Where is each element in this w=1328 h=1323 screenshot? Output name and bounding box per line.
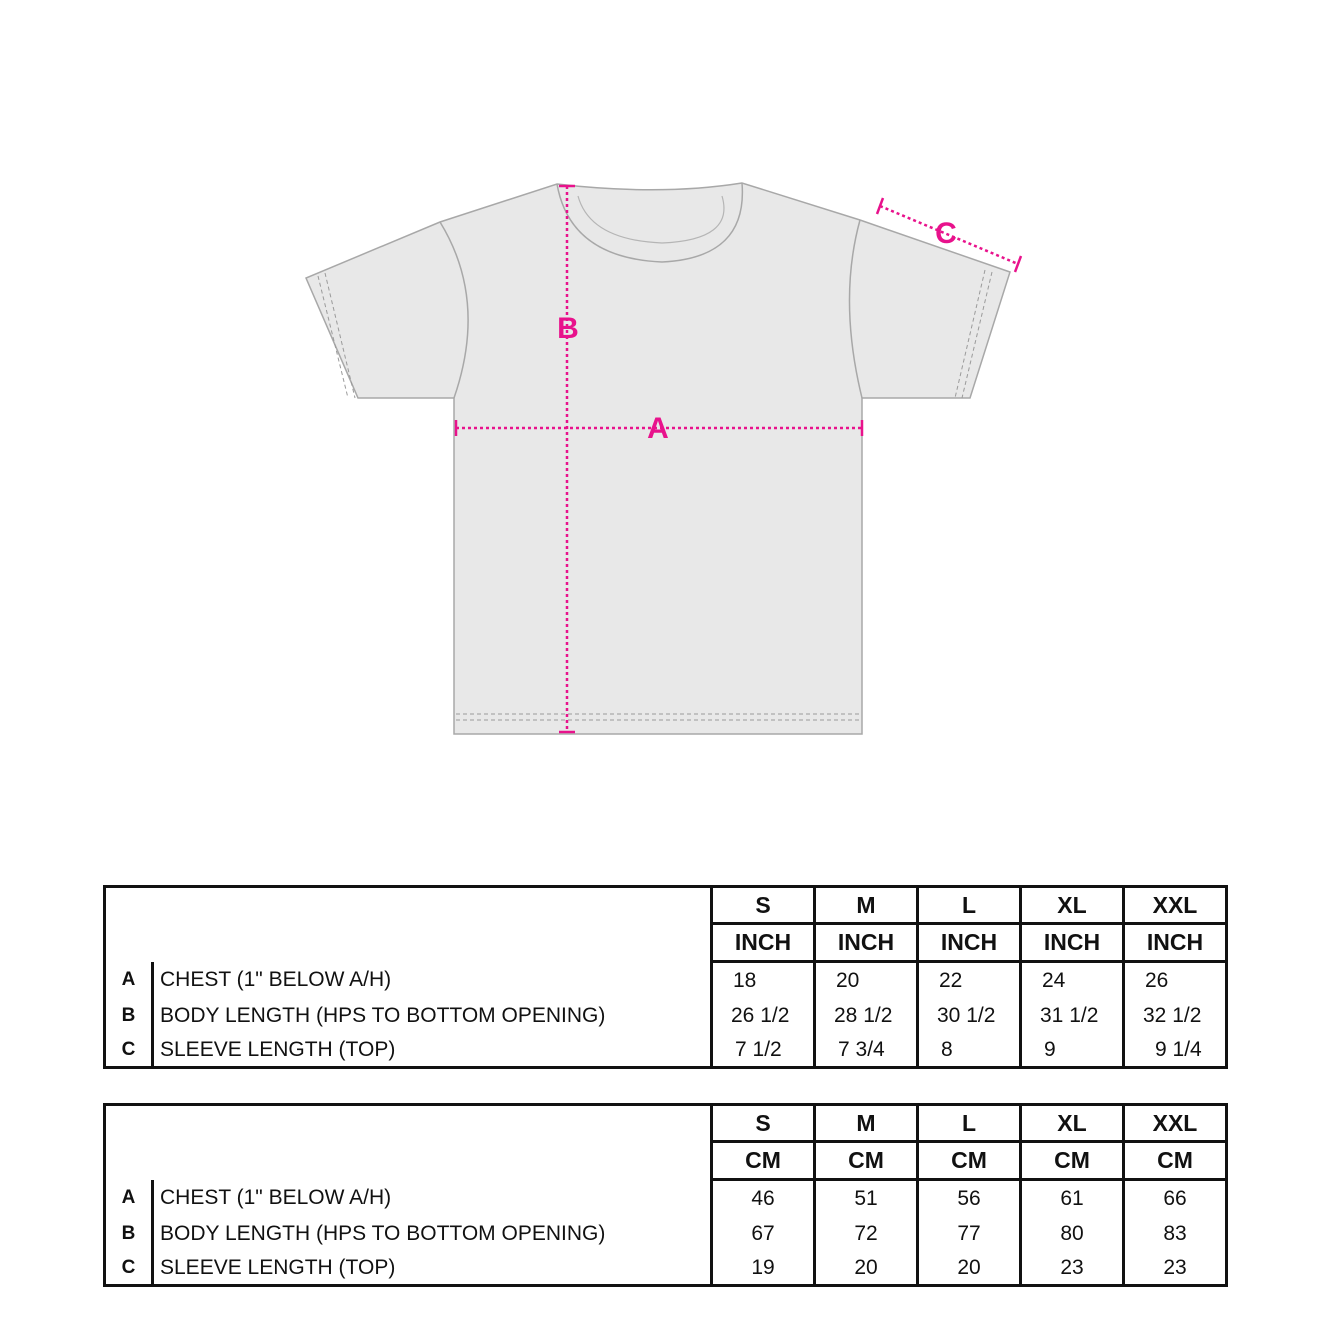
cell-value: 46 xyxy=(712,1180,815,1217)
size-header-xxl: XXL xyxy=(1124,1105,1227,1142)
table-row xyxy=(105,1180,1227,1217)
cell-value: 31 1/2 xyxy=(1021,998,1124,1033)
unit-header: CM xyxy=(712,1142,815,1180)
row-letter: A xyxy=(121,1186,136,1208)
cell-value: 22 xyxy=(918,962,1021,999)
cell-value: 24 xyxy=(1021,962,1124,999)
size-header-l: L xyxy=(918,887,1021,924)
unit-header: CM xyxy=(1124,1142,1227,1180)
row-letter: B xyxy=(121,1222,136,1244)
header-blank xyxy=(105,1105,712,1180)
cell-value: 30 1/2 xyxy=(918,998,1021,1033)
cell-value: 83 xyxy=(1124,1216,1227,1251)
cell-value: 26 xyxy=(1124,962,1227,999)
unit-header: INCH xyxy=(1124,924,1227,962)
row-letter: A xyxy=(121,968,136,990)
cell-value: 56 xyxy=(918,1180,1021,1217)
row-label: SLEEVE LENGTH (TOP) xyxy=(153,1033,712,1068)
measure-c-cap-right xyxy=(1015,256,1021,272)
cell-value: 19 xyxy=(712,1251,815,1286)
table-row xyxy=(105,1251,1227,1286)
unit-header: INCH xyxy=(1021,924,1124,962)
size-header-m: M xyxy=(815,887,918,924)
size-header-xl: XL xyxy=(1021,887,1124,924)
table-row xyxy=(105,998,1227,1033)
measure-c-label: C xyxy=(935,217,957,250)
row-letter: C xyxy=(121,1256,136,1278)
cell-value: 18 xyxy=(712,962,815,999)
cell-value: 7 3/4 xyxy=(815,1033,918,1068)
tshirt-outline xyxy=(306,183,1010,734)
cell-value: 61 xyxy=(1021,1180,1124,1217)
measure-a-label: A xyxy=(647,412,669,445)
unit-header: CM xyxy=(918,1142,1021,1180)
unit-header: INCH xyxy=(712,924,815,962)
cell-value: 26 1/2 xyxy=(712,998,815,1033)
cell-value: 51 xyxy=(815,1180,918,1217)
cell-value: 8 xyxy=(918,1033,1021,1068)
unit-header: CM xyxy=(1021,1142,1124,1180)
unit-header: CM xyxy=(815,1142,918,1180)
cell-value: 20 xyxy=(815,1251,918,1286)
size-chart-inch xyxy=(103,885,1228,1069)
cell-value: 20 xyxy=(815,962,918,999)
size-header-xl: XL xyxy=(1021,1105,1124,1142)
row-letter: C xyxy=(121,1038,136,1060)
cell-value: 20 xyxy=(918,1251,1021,1286)
row-label: BODY LENGTH (HPS TO BOTTOM OPENING) xyxy=(153,998,712,1033)
table-row xyxy=(105,1216,1227,1251)
cell-value: 72 xyxy=(815,1216,918,1251)
row-label: CHEST (1" BELOW A/H) xyxy=(153,962,712,999)
cell-value: 9 xyxy=(1021,1033,1124,1068)
cell-value: 77 xyxy=(918,1216,1021,1251)
cell-value: 80 xyxy=(1021,1216,1124,1251)
size-header-s: S xyxy=(712,887,815,924)
cell-value: 23 xyxy=(1124,1251,1227,1286)
cell-value: 67 xyxy=(712,1216,815,1251)
unit-header: INCH xyxy=(815,924,918,962)
row-letter: B xyxy=(121,1004,136,1026)
cell-value: 66 xyxy=(1124,1180,1227,1217)
size-header-m: M xyxy=(815,1105,918,1142)
cell-value: 32 1/2 xyxy=(1124,998,1227,1033)
cell-value: 28 1/2 xyxy=(815,998,918,1033)
table-row xyxy=(105,1033,1227,1068)
size-header-xxl: XXL xyxy=(1124,887,1227,924)
size-header-s: S xyxy=(712,1105,815,1142)
cell-value: 7 1/2 xyxy=(712,1033,815,1068)
table-row xyxy=(105,962,1227,999)
unit-header: INCH xyxy=(918,924,1021,962)
row-label: CHEST (1" BELOW A/H) xyxy=(153,1180,712,1217)
row-label: BODY LENGTH (HPS TO BOTTOM OPENING) xyxy=(153,1216,712,1251)
cell-value: 9 1/4 xyxy=(1124,1033,1227,1068)
cell-value: 23 xyxy=(1021,1251,1124,1286)
row-label: SLEEVE LENGTH (TOP) xyxy=(153,1251,712,1286)
measure-b-label: B xyxy=(557,312,579,345)
size-header-l: L xyxy=(918,1105,1021,1142)
header-blank xyxy=(105,887,712,962)
size-chart-cm xyxy=(103,1103,1228,1287)
